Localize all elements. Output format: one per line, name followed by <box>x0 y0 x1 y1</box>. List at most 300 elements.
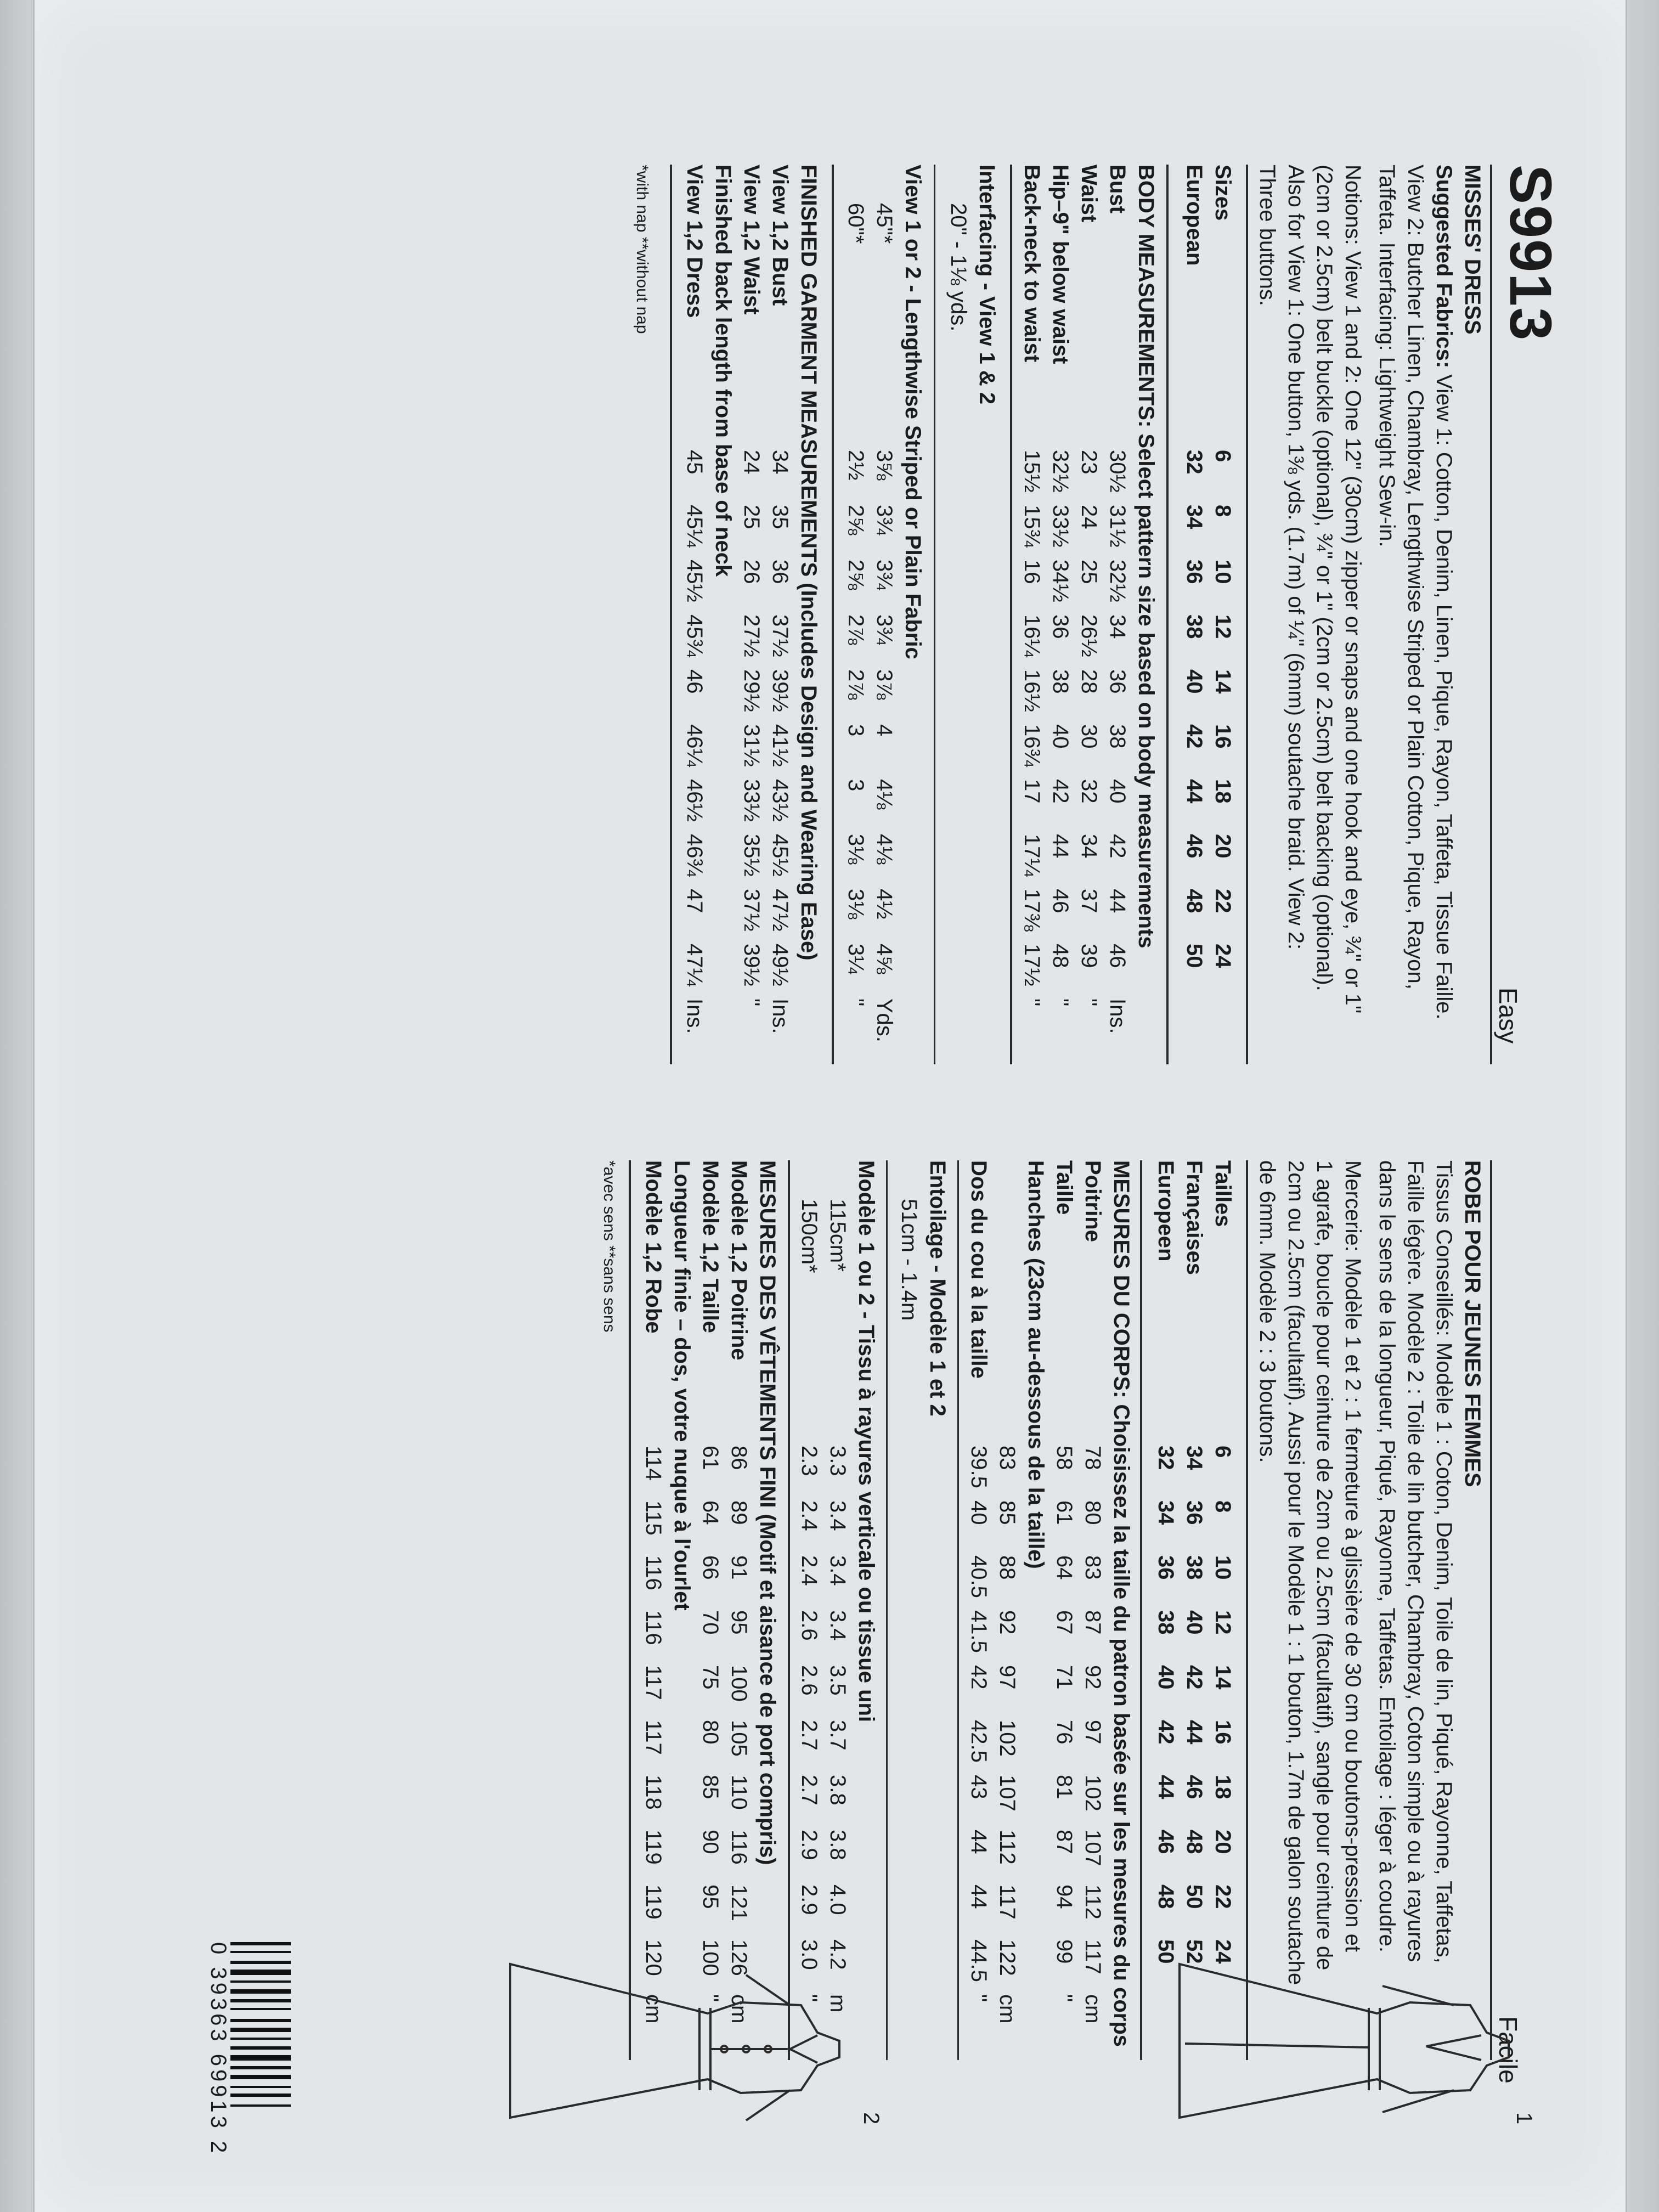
size-cell: 14 <box>1211 1665 1235 1690</box>
en-fabrics-2: View 2: Butcher Linen, Chambray, Lengthwise Striped or Plain Cotton, Pique, Rayon, <box>1403 165 1427 990</box>
table-cell: 31½ <box>1105 505 1130 548</box>
table-cell: 119 <box>641 1830 665 1865</box>
table-cell: 120 <box>641 1939 665 1976</box>
table-cell: 36 <box>1048 614 1073 639</box>
table-cell: 97 <box>995 1665 1019 1690</box>
en-interfacing-value: 20" - 1⅛ yds. <box>946 203 970 332</box>
table-cell: 2.7 <box>797 1720 821 1751</box>
table-cell: 71 <box>1052 1665 1076 1690</box>
table-cell: 117 <box>641 1665 665 1700</box>
table-cell: 39½ <box>740 944 764 986</box>
table-cell: 64 <box>698 1500 723 1525</box>
table-cell: 34½ <box>1048 560 1073 602</box>
table-cell: 70 <box>698 1610 723 1635</box>
table-cell: 2.4 <box>797 1500 821 1531</box>
table-cell: 30 <box>1077 724 1101 749</box>
row-label: View 1,2 Bust <box>768 165 792 306</box>
table-cell: 85 <box>995 1500 1019 1525</box>
table-cell: 4½ <box>872 889 896 919</box>
unit-label: Ins. <box>1105 998 1130 1034</box>
table-cell: 4⅛ <box>872 834 896 865</box>
size-cell: 34 <box>1182 505 1206 529</box>
table-cell: 3.8 <box>826 1775 850 1805</box>
table-cell: 3.0 <box>797 1939 821 1970</box>
table-cell: 17½ <box>1020 944 1044 986</box>
table-cell: 41½ <box>768 724 792 767</box>
table-cell: 117 <box>1081 1939 1105 1974</box>
table-cell: 95 <box>698 1884 723 1909</box>
size-cell: 44 <box>1154 1775 1178 1799</box>
table-cell: 100 <box>698 1939 723 1976</box>
table-cell: 66 <box>698 1555 723 1580</box>
table-cell: 27½ <box>740 614 764 657</box>
table-cell: 35 <box>768 505 792 529</box>
table-cell: 33½ <box>740 779 764 822</box>
size-cell: 40 <box>1154 1665 1178 1690</box>
table-cell: 34 <box>1105 614 1130 639</box>
table-cell: 99 <box>1052 1939 1076 1964</box>
size-cell: 36 <box>1182 560 1206 584</box>
table-cell: 2⅞ <box>844 614 868 645</box>
row-label: View 1,2 Dress <box>682 165 707 318</box>
barcode-bar <box>230 2038 291 2040</box>
table-cell: 23 <box>1077 450 1101 475</box>
size-cell: 46 <box>1154 1830 1178 1854</box>
fr-finished-heading: MESURES DES VÊTEMENTS FINI (Motif et aisance de port compris) <box>755 1160 780 1865</box>
table-cell: 61 <box>1052 1500 1076 1525</box>
fr-fabrics-1: Tissus Conseillés: Modèle 1 : Coton, Denim, Toile de lin, Piqué, Rayonne, Taffetas, <box>1432 1160 1456 1963</box>
table-cell: 2.9 <box>797 1830 821 1860</box>
unit-label: " <box>1077 998 1101 1007</box>
row-label: 115cm* <box>826 1199 850 1272</box>
table-cell: 42 <box>967 1665 991 1690</box>
size-cell: 12 <box>1211 614 1235 639</box>
table-cell: 105 <box>727 1720 751 1757</box>
table-cell: 2⅝ <box>844 560 868 590</box>
table-cell: 2.7 <box>797 1775 821 1805</box>
table-cell: 35½ <box>740 834 764 877</box>
table-cell: 119 <box>641 1884 665 1920</box>
size-cell: 6 <box>1211 450 1235 462</box>
barcode-bar <box>230 1989 291 1994</box>
en-notions-1: Notions: View 1 and 2: One 12" (30cm) zipper or snaps and one hook and eye, ¾" or 1" <box>1341 165 1365 1014</box>
en-finished-heading: FINISHED GARMENT MEASUREMENTS (Includes Design and Wearing Ease) <box>797 165 821 961</box>
table-cell: 3¾ <box>872 614 896 645</box>
table-cell: 3.4 <box>826 1500 850 1531</box>
row-label: View 1,2 Waist <box>740 165 764 315</box>
table-cell: 126 <box>727 1939 751 1976</box>
unit-label: Ins. <box>768 998 792 1034</box>
table-cell: 36 <box>768 560 792 584</box>
table-cell: 118 <box>641 1775 665 1810</box>
table-cell: 83 <box>1081 1555 1105 1580</box>
size-cell: 40 <box>1182 1610 1206 1635</box>
row-label: Taille <box>1052 1160 1076 1215</box>
size-cell: 24 <box>1211 944 1235 968</box>
table-cell: 44.5 <box>967 1939 991 1982</box>
table-cell: 117 <box>641 1720 665 1755</box>
barcode-bar <box>230 1942 291 1945</box>
size-cell: 50 <box>1182 944 1206 968</box>
fr-interfacing-value: 51cm - 1.4m <box>897 1199 921 1321</box>
table-cell: 80 <box>1081 1500 1105 1525</box>
row-label: Modèle 1,2 Robe <box>641 1160 665 1334</box>
table-cell: 40 <box>1105 779 1130 804</box>
unit-label: " <box>698 1994 723 2002</box>
table-cell: 67 <box>1052 1610 1076 1635</box>
fr-hip-heading: Hanches (23cm au-dessous de la taille) <box>1024 1160 1048 1569</box>
size-cell: 48 <box>1182 1830 1206 1854</box>
table-cell: 3.5 <box>826 1665 850 1696</box>
table-cell: 102 <box>1081 1775 1105 1812</box>
en-notions-2: (2cm or 2.5cm) belt buckle (optional), ¾" or 1" (2cm or 2.5cm) belt backing (optional). <box>1312 165 1336 991</box>
table-cell: 17⅜ <box>1020 889 1044 932</box>
table-cell: 47½ <box>768 889 792 932</box>
barcode-bar <box>230 1980 291 1983</box>
barcode-bar <box>230 1951 291 1953</box>
unit-label: Ins. <box>682 998 707 1034</box>
view-1-label: 1 <box>1512 2112 1536 2125</box>
table-cell: 15¾ <box>1020 505 1044 548</box>
barcode-bar <box>230 1970 291 1975</box>
table-cell: 42.5 <box>967 1720 991 1763</box>
table-cell: 15½ <box>1020 450 1044 493</box>
size-cell: 38 <box>1182 1555 1206 1580</box>
size-cell: 32 <box>1154 1446 1178 1470</box>
row-label: Hip–9" below waist <box>1048 165 1073 364</box>
pattern-back-sheet <box>99 71 1564 2189</box>
fr-notions-4: de 6mm. Modèle 2 : 3 boutons. <box>1255 1160 1279 1463</box>
table-cell: 42 <box>1105 834 1130 859</box>
table-cell: 4.0 <box>826 1884 850 1915</box>
size-cell: 36 <box>1154 1555 1178 1580</box>
size-cell: 20 <box>1211 1830 1235 1854</box>
table-cell: 2⅞ <box>844 669 868 700</box>
difficulty-label-fr: Facile <box>1494 2016 1522 2084</box>
size-cell: 8 <box>1211 505 1235 517</box>
size-cell: 42 <box>1154 1720 1178 1745</box>
table-cell: 94 <box>1052 1884 1076 1909</box>
size-cell: 42 <box>1182 1665 1206 1690</box>
table-cell: 4⅝ <box>872 944 896 974</box>
size-cell: 10 <box>1211 560 1235 584</box>
barcode-bar <box>230 1999 291 2002</box>
unit-label: cm <box>641 1994 665 2024</box>
table-cell: 91 <box>727 1555 751 1580</box>
size-cell: 46 <box>1182 834 1206 859</box>
size-cell: 38 <box>1182 614 1206 639</box>
barcode-bar <box>230 2028 291 2032</box>
table-cell: 43 <box>967 1775 991 1799</box>
row-label: Poitrine <box>1081 1160 1105 1242</box>
table-cell: 32½ <box>1105 560 1130 602</box>
table-cell: 17¼ <box>1020 834 1044 877</box>
barcode <box>206 1942 291 2157</box>
table-cell: 37½ <box>740 889 764 932</box>
table-cell: 3.4 <box>826 1610 850 1641</box>
table-cell: 24 <box>740 450 764 475</box>
table-cell: 61 <box>698 1446 723 1470</box>
pattern-number: S9913 <box>1498 165 1564 342</box>
unit-label: cm <box>1081 1994 1105 2024</box>
table-cell: 46¼ <box>682 724 707 767</box>
table-cell: 122 <box>995 1939 1019 1976</box>
table-cell: 38 <box>1105 724 1130 749</box>
table-cell: 80 <box>698 1720 723 1745</box>
table-cell: 28 <box>1077 669 1101 694</box>
table-cell: 114 <box>641 1446 665 1481</box>
table-cell: 2.6 <box>797 1665 821 1696</box>
size-cell: 44 <box>1182 1720 1206 1745</box>
size-cell: 48 <box>1182 889 1206 913</box>
unit-label: Yds. <box>872 998 896 1043</box>
en-fabric-heading: View 1 or 2 - Lengthwise Striped or Plain Fabric <box>901 165 925 659</box>
table-cell: 25 <box>740 505 764 529</box>
barcode-bar <box>230 2066 291 2069</box>
table-cell: 81 <box>1052 1775 1076 1799</box>
table-cell: 45½ <box>682 560 707 602</box>
barcode-bar <box>230 2075 291 2079</box>
unit-label: " <box>1048 998 1073 1007</box>
size-cell: 22 <box>1211 889 1235 913</box>
view-2-label: 2 <box>859 2112 883 2125</box>
size-cell: 52 <box>1182 1939 1206 1964</box>
table-cell: 64 <box>1052 1555 1076 1580</box>
size-cell: 40 <box>1182 669 1206 694</box>
table-cell: 90 <box>698 1830 723 1854</box>
table-cell: 88 <box>995 1555 1019 1580</box>
size-cell: 16 <box>1211 724 1235 749</box>
unit-label: " <box>967 1994 991 2002</box>
table-cell: 2.9 <box>797 1884 821 1915</box>
table-cell: 39½ <box>768 669 792 712</box>
table-cell: 46¾ <box>682 834 707 877</box>
barcode-bar <box>230 2019 291 2022</box>
table-cell: 45 <box>682 450 707 475</box>
size-cell: 46 <box>1182 1775 1206 1799</box>
table-cell: 58 <box>1052 1446 1076 1470</box>
table-cell: 43½ <box>768 779 792 822</box>
table-cell: 46 <box>682 669 707 694</box>
table-cell: 87 <box>1052 1830 1076 1854</box>
row-label: Waist <box>1077 165 1101 223</box>
en-footnote: *with nap **without nap <box>633 165 651 334</box>
table-cell: 32 <box>1077 779 1101 804</box>
table-cell: 2.6 <box>797 1610 821 1641</box>
fr-fabric-heading: Modèle 1 ou 2 - Tissu à rayures verticale ou tissue uni <box>854 1160 878 1723</box>
size-cell: 14 <box>1211 669 1235 694</box>
en-fabrics-3: Taffeta. Interfacing: Lightweight Sew-in. <box>1375 165 1399 548</box>
fr-fabrics-3: dans le sens de la longueur, Piqué, Rayonne, Taffetas. Entoilage : léger à coudre. <box>1375 1160 1399 1953</box>
barcode-bar <box>230 2055 291 2061</box>
barcode-bar <box>230 2008 291 2010</box>
difficulty-label: Easy <box>1494 988 1522 1044</box>
table-cell: 34 <box>1077 834 1101 859</box>
unit-label: " <box>1052 1994 1076 2002</box>
table-cell: 40.5 <box>967 1555 991 1598</box>
table-cell: 46½ <box>682 779 707 822</box>
fr-francaises-label: Françaises <box>1182 1160 1206 1276</box>
table-cell: 75 <box>698 1665 723 1690</box>
table-cell: 49½ <box>768 944 792 986</box>
table-cell: 39 <box>1077 944 1101 968</box>
en-notions-4: Three buttons. <box>1255 165 1279 306</box>
row-label: Back-neck to waist <box>1020 165 1044 363</box>
table-cell: 34 <box>768 450 792 475</box>
table-cell: 46 <box>1105 944 1130 968</box>
row-label: Modèle 1,2 Poitrine <box>727 1160 751 1361</box>
size-cell: 22 <box>1211 1884 1235 1909</box>
unit-label: " <box>844 998 868 1007</box>
table-cell: 47 <box>682 889 707 913</box>
table-cell: 86 <box>727 1446 751 1470</box>
table-cell: 45½ <box>768 834 792 877</box>
fr-european-label: Europeen <box>1154 1160 1178 1262</box>
row-label: Modèle 1,2 Taille <box>698 1160 723 1333</box>
table-cell: 31½ <box>740 724 764 767</box>
barcode-bar <box>230 2104 291 2107</box>
table-cell: 107 <box>1081 1830 1105 1866</box>
size-cell: 48 <box>1154 1884 1178 1909</box>
table-cell: 30½ <box>1105 450 1130 493</box>
en-sizes-label: Sizes <box>1211 165 1235 221</box>
table-cell: 44 <box>967 1830 991 1854</box>
row-label: 150cm* <box>797 1199 821 1273</box>
table-cell: 46 <box>1048 889 1073 913</box>
table-cell: 85 <box>698 1775 723 1799</box>
unit-label: " <box>797 1994 821 2002</box>
table-cell: 97 <box>1081 1720 1105 1745</box>
fr-title: ROBE POUR JEUNES FEMMES <box>1460 1160 1485 1487</box>
size-cell: 50 <box>1182 1884 1206 1909</box>
unit-label: " <box>740 998 764 1007</box>
table-cell: 26 <box>740 560 764 584</box>
table-cell: 92 <box>1081 1665 1105 1690</box>
size-cell: 42 <box>1182 724 1206 749</box>
table-cell: 107 <box>995 1775 1019 1812</box>
size-cell: 32 <box>1182 450 1206 475</box>
size-cell: 16 <box>1211 1720 1235 1745</box>
table-cell: 3.7 <box>826 1720 850 1751</box>
table-cell: 3.8 <box>826 1830 850 1860</box>
size-cell: 44 <box>1182 779 1206 804</box>
table-cell: 87 <box>1081 1610 1105 1635</box>
size-cell: 24 <box>1211 1939 1235 1964</box>
table-cell: 40 <box>967 1500 991 1525</box>
table-cell: 116 <box>641 1610 665 1645</box>
table-cell: 78 <box>1081 1446 1105 1470</box>
en-title: MISSES' DRESS <box>1460 165 1485 335</box>
table-cell: 45¼ <box>682 505 707 548</box>
barcode-bar <box>230 1961 291 1964</box>
unit-label: cm <box>995 1994 1019 2024</box>
size-cell: 36 <box>1182 1500 1206 1525</box>
table-cell: 3 <box>844 724 868 737</box>
table-cell: 37 <box>1077 889 1101 913</box>
table-cell: 117 <box>995 1884 1019 1920</box>
table-cell: 95 <box>727 1610 751 1635</box>
table-cell: 121 <box>727 1884 751 1921</box>
table-cell: 2.4 <box>797 1555 821 1586</box>
table-cell: 44 <box>1048 834 1073 859</box>
table-cell: 76 <box>1052 1720 1076 1745</box>
table-cell: 3⅞ <box>872 669 896 700</box>
table-cell: 102 <box>995 1720 1019 1757</box>
table-cell: 16¾ <box>1020 724 1044 767</box>
unit-label: cm <box>727 1994 751 2024</box>
table-cell: 44 <box>967 1884 991 1909</box>
table-cell: 2.3 <box>797 1446 821 1476</box>
table-cell: 110 <box>727 1775 751 1810</box>
table-cell: 47¼ <box>682 944 707 986</box>
table-cell: 3⅛ <box>844 834 868 865</box>
table-cell: 16 <box>1020 560 1044 584</box>
table-cell: 45¾ <box>682 614 707 657</box>
barcode-bar <box>230 2086 291 2088</box>
table-cell: 3.4 <box>826 1555 850 1586</box>
size-cell: 18 <box>1211 779 1235 804</box>
table-cell: 4 <box>872 724 896 737</box>
table-cell: 4⅛ <box>872 779 896 810</box>
table-cell: 89 <box>727 1500 751 1525</box>
table-cell: 38 <box>1048 669 1073 694</box>
size-cell: 12 <box>1211 1610 1235 1635</box>
fr-body-heading: MESURES DU CORPS: Choisissez la taille du patron basée sur les mesures du corps <box>1109 1160 1133 2047</box>
row-label: 45"* <box>872 203 896 244</box>
table-cell: 42 <box>1048 779 1073 804</box>
table-cell: 26½ <box>1077 614 1101 657</box>
table-cell: 4.2 <box>826 1939 850 1970</box>
row-label: Dos du cou à la taille <box>967 1160 991 1379</box>
barcode-bar <box>230 2094 291 2097</box>
barcode-bar <box>230 2046 291 2050</box>
size-cell: 34 <box>1154 1500 1178 1525</box>
table-cell: 40 <box>1048 724 1073 749</box>
table-cell: 112 <box>1081 1884 1105 1920</box>
fr-notions-2: 1 agrafe, boucle pour ceinture de 2cm ou 2.5cm (facultatif), sangle pour ceinture de <box>1312 1160 1336 1971</box>
row-label: Bust <box>1105 165 1130 213</box>
table-cell: 29½ <box>740 669 764 712</box>
en-fabrics-1: Suggested Fabrics: View 1: Cotton, Denim, Linen, Pique, Rayon, Taffeta, Tissue Faille. <box>1432 165 1456 1020</box>
table-cell: 100 <box>727 1665 751 1702</box>
table-cell: 115 <box>641 1500 665 1536</box>
row-label: 60"* <box>844 203 868 244</box>
fr-fabrics-2: Faille légère. Modèle 2 : Toile de lin butcher, Chambray, Coton simple ou à rayures <box>1403 1160 1427 1962</box>
table-cell: 44 <box>1105 889 1130 913</box>
size-cell: 6 <box>1211 1446 1235 1458</box>
en-back-length-heading: Finished back length from base of neck <box>711 165 735 577</box>
table-cell: 83 <box>995 1446 1019 1470</box>
table-cell: 16¼ <box>1020 614 1044 657</box>
table-cell: 2½ <box>844 450 868 481</box>
fr-notions-1: Mercerie: Modèle 1 et 2 : 1 fermeture à glissière de 30 cm ou boutons-pression et <box>1341 1160 1365 1952</box>
table-cell: 48 <box>1048 944 1073 968</box>
fr-interfacing-heading: Entoilage - Modèle 1 et 2 <box>926 1160 950 1417</box>
table-cell: 39.5 <box>967 1446 991 1488</box>
fr-sizes-label: Tailles <box>1211 1160 1235 1227</box>
size-cell: 18 <box>1211 1775 1235 1799</box>
table-cell: 3.3 <box>826 1446 850 1476</box>
unit-label: m <box>826 1994 850 2013</box>
table-cell: 32½ <box>1048 450 1073 493</box>
barcode-digits: 0 39363 69913 2 <box>206 1942 230 2157</box>
table-cell: 3⅛ <box>844 889 868 919</box>
view-2-drawing <box>494 1953 850 2134</box>
table-cell: 3 <box>844 779 868 792</box>
table-cell: 112 <box>995 1830 1019 1865</box>
table-cell: 116 <box>641 1555 665 1590</box>
table-cell: 33½ <box>1048 505 1073 548</box>
